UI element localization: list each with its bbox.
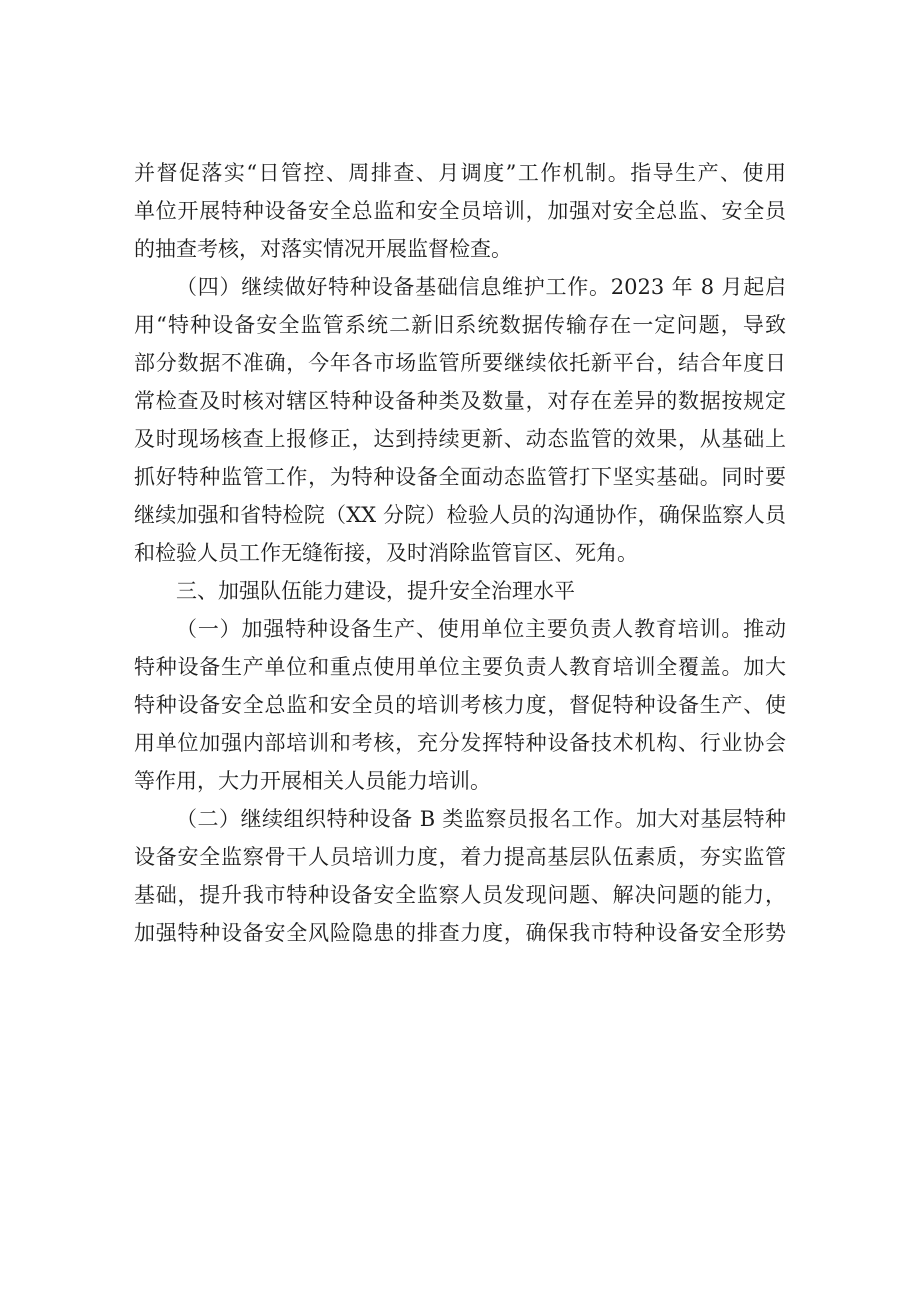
text-line: 加强特种设备安全风险隐患的排查力度，确保我市特种设备安全形势 bbox=[134, 921, 786, 945]
paragraph-continued bbox=[134, 154, 786, 268]
text-line: 设备安全监察骨干人员培训力度，着力提高基层队伍素质，夯实监管 bbox=[134, 845, 786, 869]
text-line: 和检验人员工作无缝衔接，及时消除监管盲区、死角。 bbox=[134, 541, 638, 565]
paragraph-2-inspector-registration bbox=[134, 800, 786, 952]
text-line: 特种设备生产单位和重点使用单位主要负责人教育培训全覆盖。加大 bbox=[134, 655, 786, 679]
text-line: 部分数据不准确，今年各市场监管所要继续依托新平台，结合年度日 bbox=[134, 351, 786, 375]
section-heading bbox=[134, 572, 786, 610]
text-line: 特种设备安全总监和安全员的培训考核力度，督促特种设备生产、使 bbox=[134, 693, 786, 717]
text-line: （二）继续组织特种设备 B 类监察员报名工作。加大对基层特种 bbox=[176, 807, 786, 831]
paragraph-1-training bbox=[134, 610, 786, 800]
text-line: 并督促落实“日管控、周排查、月调度”工作机制。指导生产、使用 bbox=[134, 161, 786, 185]
text-line: 及时现场核查上报修正，达到持续更新、动态监管的效果，从基础上 bbox=[134, 427, 786, 451]
text-line: 等作用，大力开展相关人员能力培训。 bbox=[134, 769, 491, 793]
text-line: （四）继续做好特种设备基础信息维护工作。2023 年 8 月起启 bbox=[176, 275, 786, 299]
text-line: 单位开展特种设备安全总监和安全员培训，加强对安全总监、安全员 bbox=[134, 199, 786, 223]
paragraph-4-info-maintenance bbox=[134, 268, 786, 572]
text-line: 继续加强和省特检院（XX 分院）检验人员的沟通协作，确保监察人员 bbox=[134, 503, 786, 527]
section-heading-text: 三、加强队伍能力建设，提升安全治理水平 bbox=[176, 579, 575, 603]
text-line: （一）加强特种设备生产、使用单位主要负责人教育培训。推动 bbox=[176, 617, 786, 641]
text-line: 基础，提升我市特种设备安全监察人员发现问题、解决问题的能力， bbox=[134, 883, 786, 907]
text-line: 抓好特种监管工作，为特种设备全面动态监管打下坚实基础。同时要 bbox=[134, 465, 786, 489]
text-line: 的抽查考核，对落实情况开展监督检查。 bbox=[134, 237, 512, 261]
document-body bbox=[134, 154, 786, 952]
text-line: 用单位加强内部培训和考核，充分发挥特种设备技术机构、行业协会 bbox=[134, 731, 786, 755]
text-line: 用“特种设备安全监管系统二新旧系统数据传输存在一定问题，导致 bbox=[134, 313, 786, 337]
text-line: 常检查及时核对辖区特种设备种类及数量，对存在差异的数据按规定 bbox=[134, 389, 786, 413]
